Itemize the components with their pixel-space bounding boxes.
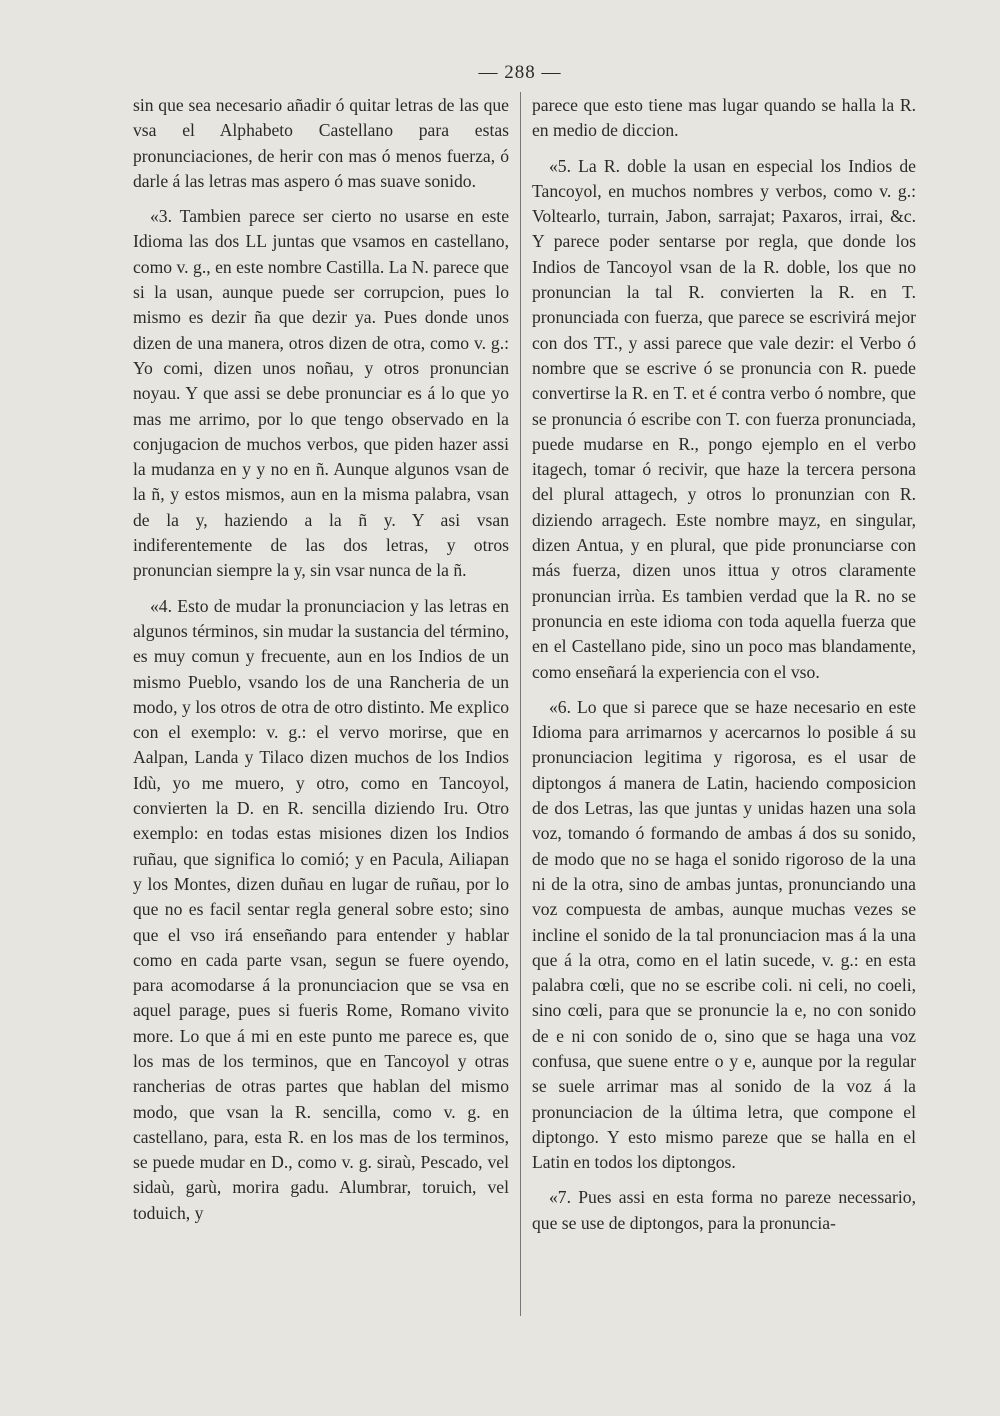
paragraph-continuation: sin que sea necesario añadir ó quitar letras de las que vsa el Alphabeto Castellano para estas pronunciaciones, de herir con mas ó menos fuerza, ó darle á las letras mas aspero ó mas suave sonido. [133,95,509,191]
paragraph-4: «4. Esto de mudar la pronunciacion y las letras en algunos términos, sin mudar la sustancia del término, es muy comun y frecuente, aun en los Indios de un mismo Pueblo, vsando los de una Rancheria de un modo, y los otros de otra de otro distinto. Me explico con el exemplo: v. g.: el vervo morirse, que en Aalpan, Landa y Tilaco dizen muchos de los Indios Idù, yo me muero, y otro, como en Tancoyol, convierten la D. en R. sencilla diziendo Iru. Otro exemplo: en todas estas misiones dizen los Indios ruñau, que significa lo comió; y en Pacula, Ailiapan y los Montes, dizen duñau en lugar de ruñau, por lo que no es facil sentar regla general sobre esto; sino que el vso irá enseñando para entender y hablar como en cada parte vsan, segun se fuere oyendo, para acomodarse á la pronunciacion que se vsa en aquel parage, pues si fueris Rome, Romano vivito more. Lo que á mi en este punto me parece es, que los mas de los terminos, que en Tancoyol y otras rancherias de otras partes que hablan del mismo modo, que vsan la R. sencilla, como v. g. en castellano, para, esta R. en los mas de los terminos, se puede mudar en D., como v. g. siraù, Pescado, vel sidaù, garù, morira gadu. Alumbrar, toruich, vel toduich, y [133,595,509,1223]
paragraph-continuation-right: parece que esto tiene mas lugar quando se halla la R. en medio de diccion. [532,95,916,141]
column-divider [520,92,521,1316]
paragraph-3: «3. Tambien parece ser cierto no usarse en este Idioma las dos LL juntas que vsamos en castellano, como v. g., en este nombre Castilla. La N. parece que si la usan, aunque puede ser corrupcion, pues lo mismo es dezir ña que dezir ya. Pues donde unos dizen de una manera, otros dizen de otra, como v. g.: Yo comi, dizen unos noñau, y otros pronuncian noyau. Y que assi se debe pronunciar es á lo que yo mas me arrimo, por lo que tengo observado en la conjugacion de muchos verbos, que piden hazer assi la mudanza en y y no en ñ. Aunque algunos vsan de la ñ, y estos mismos, aun en la misma palabra, vsan de la y, haziendo a la ñ y. Y asi vsan indiferentemente de las dos letras, y otros pronuncian siempre la y, sin vsar nunca de la ñ. [133,206,509,581]
paragraph-6: «6. Lo que si parece que se haze necesario en este Idioma para arrimarnos y acercarnos lo posible á su pronunciacion legitima y rigorosa, es el usar de diptongos á manera de Latin, haciendo composicion de dos Letras, las que juntas y unidas hazen una sola voz, tomando ó formando de ambas á dos su sonido, de modo que no se haga el sonido rigoroso de la una ni de la otra, sino de ambas juntas, pronunciando una voz compuesta de ambas, aunque muchas vezes se incline el sonido de la tal pronunciacion mas á la una que á la otra, como en el latin sucede, v. g.: en esta palabra cœli, que no se escribe coli. ni celi, no coeli, sino cœli, para que se pronuncie la e, no con sonido de e ni con sonido de o, sino que se haga una voz confusa, que suene entre o y e, aunque por la regular se suele arrimar mas al sonido de la voz á la pronunciacion de la última letra, que compone el diptongo. Y esto mismo pareze que se halla en el Latin en todos los diptongos. [532,696,916,1173]
left-column [133,93,509,1226]
paragraph-5: «5. La R. doble la usan en especial los Indios de Tancoyol, en muchos nombres y verbos, como v. g.: Voltearlo, turrain, Jabon, sarrajat; Paxaros, irrai, &c. Y parece poder sentarse por regla, que donde los Indios de Tancoyol vsan de la R. doble, los que no pronuncian la tal R. convierten la R. en T. pronunciada con fuerza, que parece se escrivirá mejor con dos TT., y assi parece que vale dezir: el Verbo ó nombre que se escrive ó se pronuncia con R. puede convertirse la R. en T. et é contra verbo ó nombre, que se pronuncia ó escribe con T. con fuerza pronunciada, puede mudarse en R., pongo ejemplo en el verbo itagech, tomar ó recivir, que haze la tercera persona del plural attagech, y otros lo pronunzian con R. diziendo arragech. Este nombre mayz, en singular, dizen Antua, y en plural, que pide pronunciarse con más fuerza, dizen unos ittua y otros claramente pronuncian irrùa. Es tambien verdad que la R. no se pronuncia en este idioma con toda aquella fuerza que en el Castellano pide, sino un poco mas blandamente, como enseñará la experiencia con el vso. [532,155,916,682]
right-column [532,93,916,1236]
page-number: — 288 — [478,62,562,83]
paragraph-7: «7. Pues assi en esta forma no pareze necessario, que se use de diptongos, para la pronuncia- [532,1187,916,1233]
